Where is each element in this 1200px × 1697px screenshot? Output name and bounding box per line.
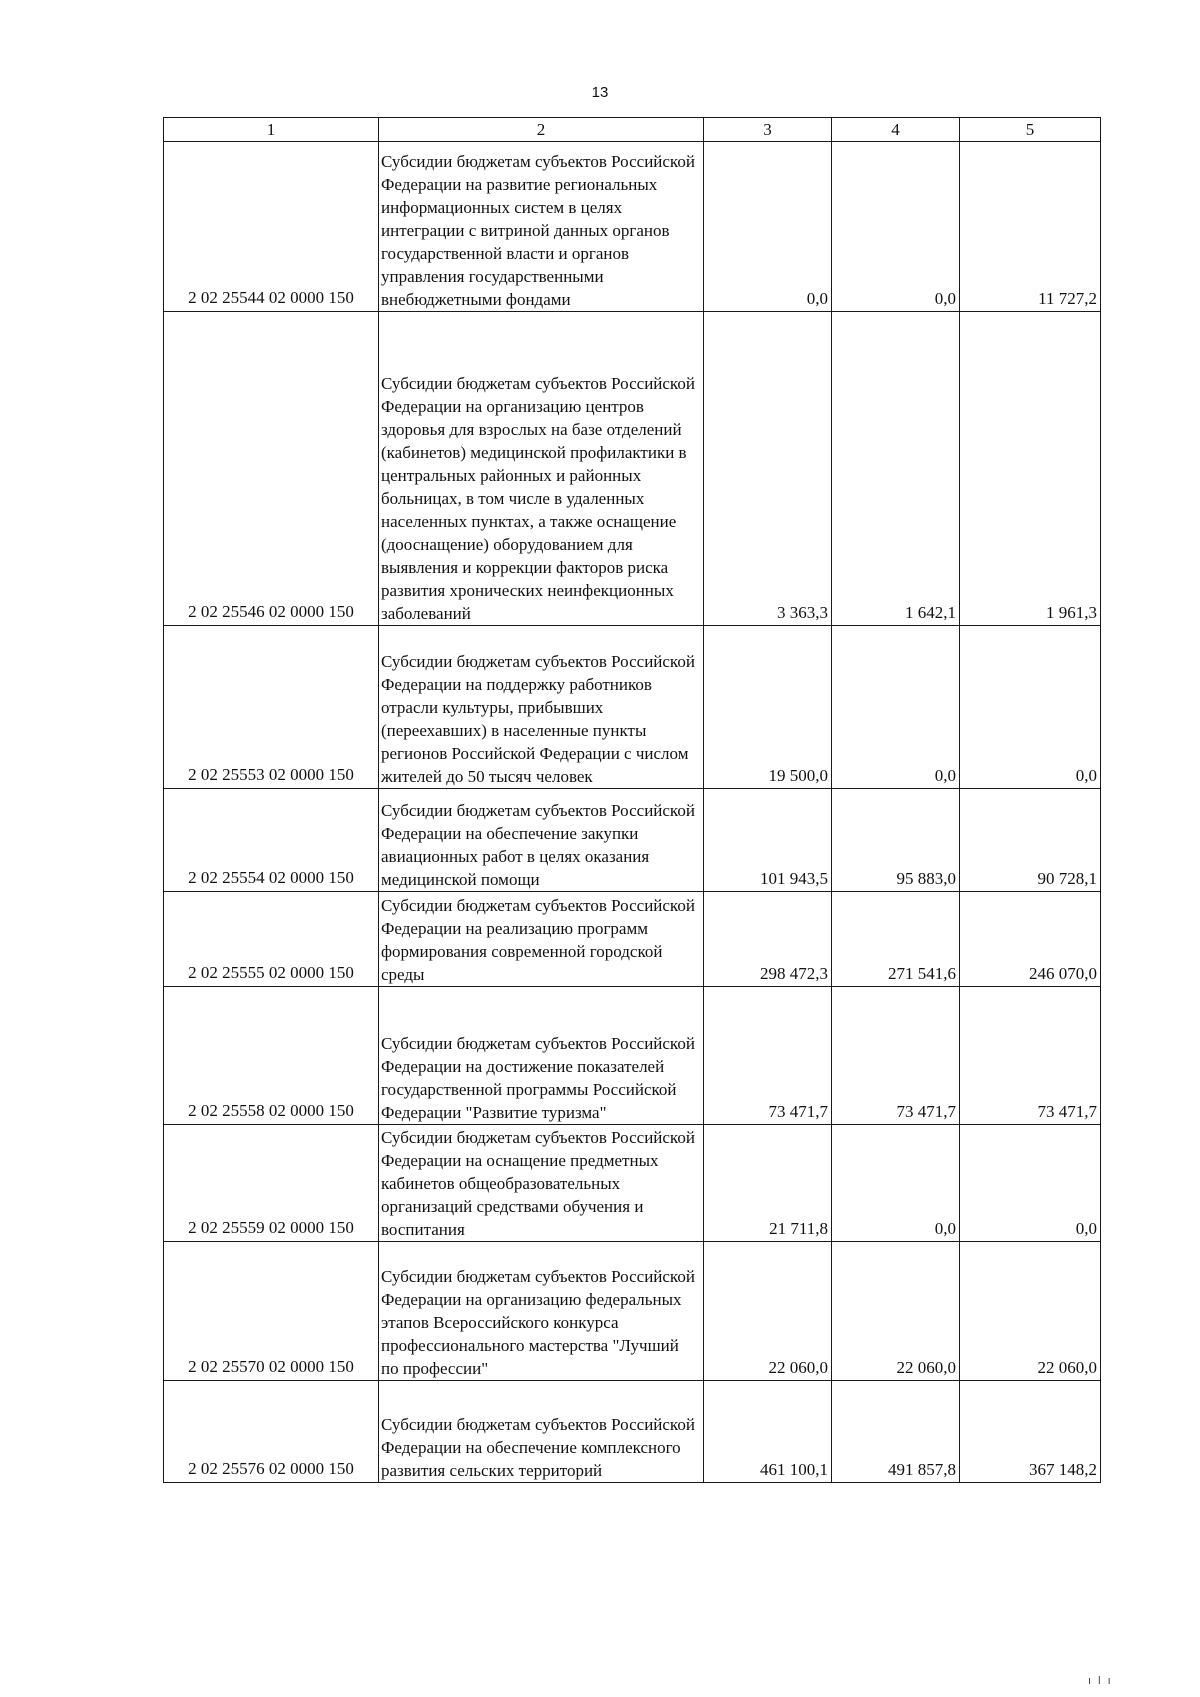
budget-subsidies-table <box>163 117 1101 1483</box>
row-code: 2 02 25558 02 0000 150 <box>164 987 379 1125</box>
row-code: 2 02 25576 02 0000 150 <box>164 1381 379 1483</box>
row-value-col5: 22 060,0 <box>960 1242 1101 1381</box>
row-value-col3: 22 060,0 <box>704 1242 832 1381</box>
row-value-col5: 367 148,2 <box>960 1381 1101 1483</box>
row-description: Субсидии бюджетам субъектов Российской Федерации на обеспечение комплексного развития сельских территорий <box>379 1381 704 1483</box>
row-value-col4: 22 060,0 <box>832 1242 960 1381</box>
row-value-col4: 0,0 <box>832 626 960 789</box>
column-header-4: 4 <box>832 118 960 142</box>
row-code: 2 02 25570 02 0000 150 <box>164 1242 379 1381</box>
row-value-col3: 461 100,1 <box>704 1381 832 1483</box>
table-row <box>164 1125 1101 1242</box>
row-code: 2 02 25546 02 0000 150 <box>164 312 379 626</box>
row-code: 2 02 25544 02 0000 150 <box>164 142 379 312</box>
row-value-col5: 1 961,3 <box>960 312 1101 626</box>
table-row <box>164 987 1101 1125</box>
table-row <box>164 312 1101 626</box>
row-value-col4: 95 883,0 <box>832 789 960 892</box>
row-description: Субсидии бюджетам субъектов Российской Федерации на обеспечение закупки авиационных работ в целях оказания медицинской помощи <box>379 789 704 892</box>
row-value-col4: 73 471,7 <box>832 987 960 1125</box>
row-description: Субсидии бюджетам субъектов Российской Федерации на организацию федеральных этапов Всероссийского конкурса профессионального мастерства "Лучший по профессии" <box>379 1242 704 1381</box>
row-value-col3: 0,0 <box>704 142 832 312</box>
row-value-col5: 90 728,1 <box>960 789 1101 892</box>
row-description: Субсидии бюджетам субъектов Российской Федерации на оснащение предметных кабинетов общеобразовательных организаций средствами обучения и воспитания <box>379 1125 704 1242</box>
table-row <box>164 1242 1101 1381</box>
table-row <box>164 892 1101 987</box>
scan-barcode-mark: ı l ı <box>1088 1675 1113 1687</box>
table-row <box>164 142 1101 312</box>
row-value-col3: 298 472,3 <box>704 892 832 987</box>
row-value-col5: 73 471,7 <box>960 987 1101 1125</box>
row-code: 2 02 25555 02 0000 150 <box>164 892 379 987</box>
row-description: Субсидии бюджетам субъектов Российской Федерации на организацию центров здоровья для взрослых на базе отделений (кабинетов) медицинской профилактики в центральных районных и районных больницах, в том числе в удаленных населенных пунктах, а также оснащение (дооснащение) оборудованием для выявления и коррекции факторов риска развития хронических неинфекционных заболеваний <box>379 312 704 626</box>
row-code: 2 02 25553 02 0000 150 <box>164 626 379 789</box>
table-row <box>164 789 1101 892</box>
row-value-col3: 19 500,0 <box>704 626 832 789</box>
table-header-row <box>164 118 1101 142</box>
table-row <box>164 1381 1101 1483</box>
row-value-col4: 0,0 <box>832 142 960 312</box>
row-value-col4: 491 857,8 <box>832 1381 960 1483</box>
row-description: Субсидии бюджетам субъектов Российской Федерации на поддержку работников отрасли культуры, прибывших (переехавших) в населенные пункты регионов Российской Федерации с числом жителей до 50 тысяч человек <box>379 626 704 789</box>
table-row <box>164 626 1101 789</box>
row-value-col3: 101 943,5 <box>704 789 832 892</box>
column-header-3: 3 <box>704 118 832 142</box>
row-code: 2 02 25559 02 0000 150 <box>164 1125 379 1242</box>
row-value-col5: 0,0 <box>960 1125 1101 1242</box>
row-value-col3: 73 471,7 <box>704 987 832 1125</box>
row-code: 2 02 25554 02 0000 150 <box>164 789 379 892</box>
row-description: Субсидии бюджетам субъектов Российской Федерации на развитие региональных информационных систем в целях интеграции с витриной данных органов государственной власти и органов управления государственными внебюджетными фондами <box>379 142 704 312</box>
row-value-col5: 0,0 <box>960 626 1101 789</box>
row-value-col4: 271 541,6 <box>832 892 960 987</box>
row-value-col4: 1 642,1 <box>832 312 960 626</box>
row-value-col3: 3 363,3 <box>704 312 832 626</box>
column-header-2: 2 <box>379 118 704 142</box>
row-value-col4: 0,0 <box>832 1125 960 1242</box>
row-description: Субсидии бюджетам субъектов Российской Федерации на реализацию программ формирования современной городской среды <box>379 892 704 987</box>
column-header-5: 5 <box>960 118 1101 142</box>
row-value-col5: 246 070,0 <box>960 892 1101 987</box>
row-value-col5: 11 727,2 <box>960 142 1101 312</box>
page-number: 13 <box>591 84 609 101</box>
row-value-col3: 21 711,8 <box>704 1125 832 1242</box>
row-description: Субсидии бюджетам субъектов Российской Федерации на достижение показателей государственной программы Российской Федерации "Развитие туризма" <box>379 987 704 1125</box>
column-header-1: 1 <box>164 118 379 142</box>
